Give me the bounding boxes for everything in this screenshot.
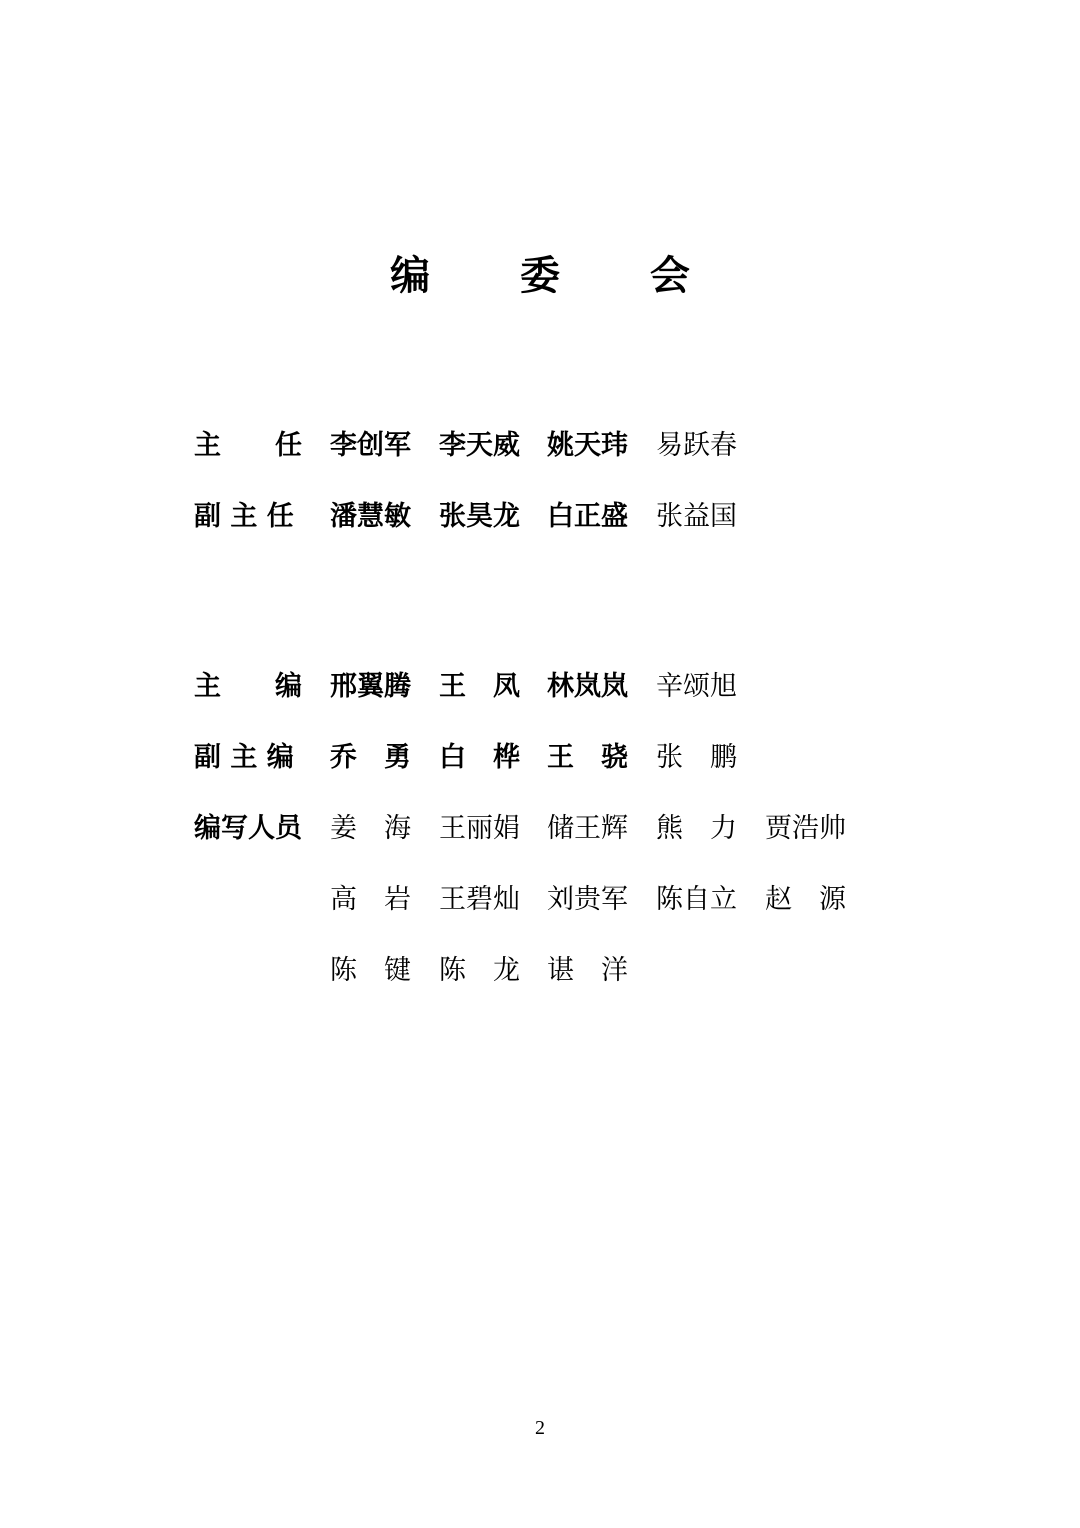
member-name: 白正盛 [547, 501, 628, 532]
member-name: 张 鹏 [656, 742, 737, 773]
member-name: 林岚岚 [547, 671, 628, 702]
member-name: 刘贵军 [547, 884, 628, 915]
member-name: 姜 海 [330, 813, 411, 844]
role-label: 副 主 任 [194, 501, 294, 532]
member-name: 熊 力 [656, 813, 737, 844]
member-name: 赵 源 [765, 884, 846, 915]
member-name: 张昊龙 [439, 501, 520, 532]
page-number: 2 [535, 1417, 545, 1439]
role-label: 编写人员 [194, 813, 302, 844]
role-label: 主 任 [194, 430, 302, 461]
member-name: 王碧灿 [439, 884, 520, 915]
member-name: 邢翼腾 [330, 671, 411, 702]
member-name: 王 骁 [547, 742, 628, 773]
member-name: 高 岩 [330, 884, 411, 915]
member-name: 王丽娟 [439, 813, 520, 844]
member-name: 易跃春 [656, 430, 737, 461]
member-name: 陈自立 [656, 884, 737, 915]
member-name: 姚天玮 [547, 430, 628, 461]
member-name: 谌 洋 [547, 955, 628, 986]
role-label: 主 编 [194, 671, 302, 702]
member-name: 乔 勇 [330, 742, 411, 773]
member-name: 辛颂旭 [656, 671, 737, 702]
member-name: 王 凤 [439, 671, 520, 702]
role-label: 副 主 编 [194, 742, 294, 773]
member-name: 储王辉 [547, 813, 628, 844]
member-name: 李天威 [439, 430, 520, 461]
member-name: 潘慧敏 [330, 501, 411, 532]
member-name: 李创军 [330, 430, 411, 461]
member-name: 张益国 [656, 501, 737, 532]
member-name: 陈 龙 [439, 955, 520, 986]
member-name: 白 桦 [439, 742, 520, 773]
member-name: 陈 键 [330, 955, 411, 986]
page-title: 编 委 会 [390, 253, 728, 299]
member-name: 贾浩帅 [765, 813, 846, 844]
